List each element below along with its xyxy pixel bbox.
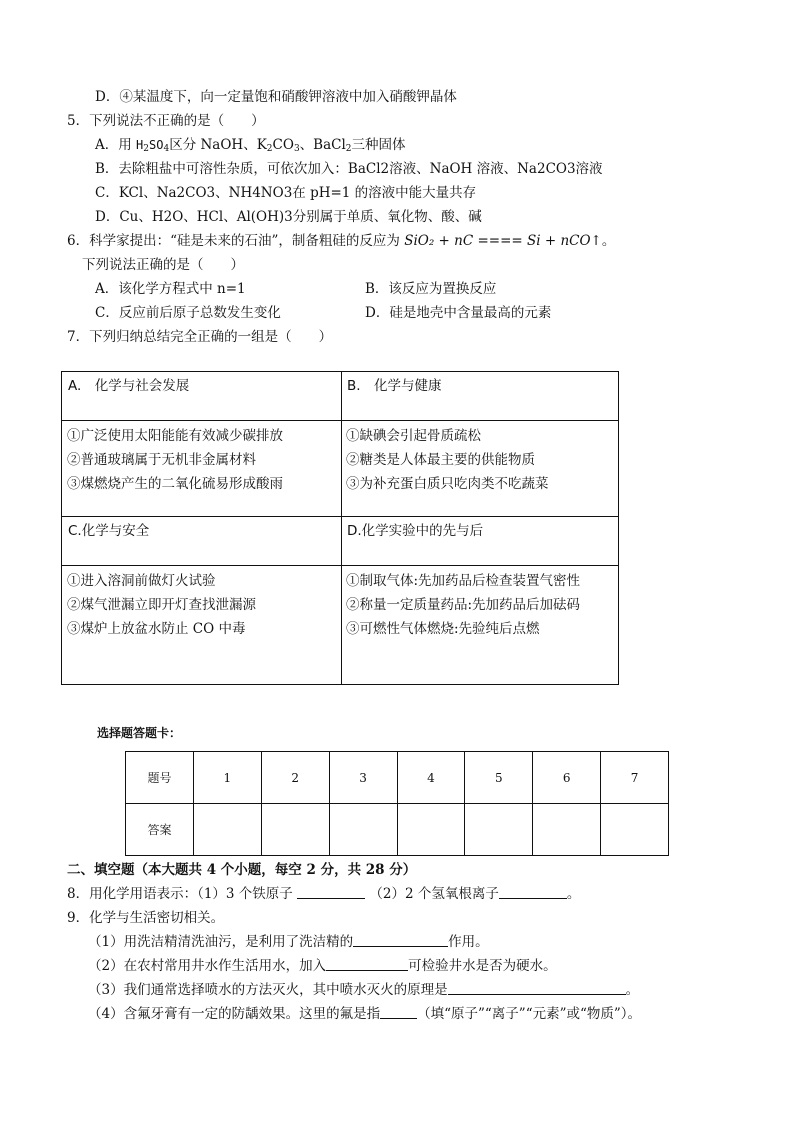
answer-blank[interactable]: [326, 957, 408, 971]
q9-part-3: （3）我们通常选择喷水的方法灭火，其中喷水灭火的原理是 。: [88, 982, 640, 998]
q5-option-b: B．去除粗盐中可溶性杂质，可依次加入：BaCl2溶液、NaOH 溶液、Na2CO3溶液: [95, 161, 603, 177]
group-b-heading: B. 化学与健康: [347, 378, 442, 394]
question-number: 6: [533, 752, 601, 804]
answer-card-table: [125, 751, 669, 856]
q6-option-c: C．反应前后原子总数发生变化: [95, 305, 281, 321]
q9-stem: 9．化学与生活密切相关。: [67, 910, 225, 926]
group-d-item: ②称量一定质量药品:先加药品后加砝码: [346, 597, 581, 613]
group-d-item: ③可燃性气体燃烧:先验纯后点燃: [346, 621, 540, 637]
answer-blank[interactable]: [380, 1005, 417, 1019]
question-number: 3: [329, 752, 397, 804]
group-c-item: ③煤炉上放盆水防止 CO 中毒: [67, 621, 246, 637]
section-2-title: 二、填空题（本大题共 4 个小题，每空 2 分，共 28 分）: [67, 862, 417, 878]
answer-blank[interactable]: [353, 933, 448, 947]
q9-part-4: （4）含氟牙膏有一定的防龋效果。这里的氟是指 （填“原子”“离子”“元素”或“物质”）。: [88, 1006, 642, 1022]
table-row: [126, 804, 669, 856]
answer-cell[interactable]: [329, 804, 397, 856]
table-divider-vertical: [341, 372, 342, 684]
q6-option-b: B．该反应为置换反应: [365, 281, 497, 297]
answer-blank[interactable]: [297, 885, 365, 899]
answer-cell[interactable]: [601, 804, 669, 856]
q5-option-a: A．用 $H_2SO_4$区分 NaOH、$K_2CO_3$、BaCl$_2$三种固体: [95, 137, 406, 154]
question-number: 5: [465, 752, 533, 804]
group-a-item: ②普通玻璃属于无机非金属材料: [67, 452, 256, 468]
q9-part-2: （2）在农村常用井水作生活用水，加入 可检验井水是否为硬水。: [88, 958, 557, 974]
answer-cell[interactable]: [465, 804, 533, 856]
q7-stem: 7．下列归纳总结完全正确的一组是（ ）: [67, 329, 333, 345]
table-divider: [62, 516, 618, 517]
group-a-heading: A. 化学与社会发展: [68, 378, 190, 394]
answer-cell[interactable]: [533, 804, 601, 856]
question-number: 7: [601, 752, 669, 804]
q6-option-d: D．硅是地壳中含量最高的元素: [365, 305, 552, 321]
q4-option-d: D．④某温度下，向一定量饱和硝酸钾溶液中加入硝酸钾晶体: [95, 89, 457, 105]
group-c-item: ②煤气泄漏立即开灯查找泄漏源: [67, 597, 256, 613]
group-d-item: ①制取气体:先加药品后检查装置气密性: [346, 573, 581, 589]
group-c-heading: C.化学与安全: [68, 523, 150, 539]
answer-cell[interactable]: [193, 804, 261, 856]
q7-summary-table: [61, 371, 619, 685]
question-number: 4: [397, 752, 465, 804]
group-a-item: ①广泛使用太阳能能有效减少碳排放: [67, 428, 283, 444]
table-divider: [62, 420, 618, 421]
q6-stem2: 下列说法正确的是（ ）: [82, 257, 244, 273]
answer-cell[interactable]: [261, 804, 329, 856]
answer-blank[interactable]: [448, 981, 626, 995]
q5-option-c: C．KCl、Na2CO3、NH4NO3在 pH=1 的溶液中能大量共存: [95, 185, 477, 201]
group-b-item: ②糖类是人体最主要的供能物质: [346, 452, 535, 468]
q5-stem: 5．下列说法不正确的是（ ）: [67, 113, 265, 129]
group-b-item: ①缺碘会引起骨质疏松: [346, 428, 481, 444]
table-divider: [62, 565, 618, 566]
question-number: 1: [193, 752, 261, 804]
q8: 8．用化学用语表示：（1）3 个铁原子 （2）2 个氢氧根离子 。: [67, 886, 581, 902]
q6-option-a: A．该化学方程式中 n=1: [95, 281, 246, 297]
question-number: 2: [261, 752, 329, 804]
group-d-heading: D.化学实验中的先与后: [347, 523, 484, 539]
group-a-item: ③煤燃烧产生的二氧化硫易形成酸雨: [67, 476, 283, 492]
q9-part-1: （1）用洗洁精清洗油污，是利用了洗洁精的 作用。: [88, 934, 489, 950]
q6-stem: 6．科学家提出：“硅是未来的石油”，制备粗硅的反应为 SiO₂ + nC ==== Si + nCO↑。: [67, 233, 616, 249]
group-b-item: ③为补充蛋白质只吃肉类不吃蔬菜: [346, 476, 549, 492]
answer-blank[interactable]: [499, 885, 567, 899]
table-row: [126, 752, 669, 804]
answer-card-title: 选择题答题卡：: [97, 726, 182, 740]
group-c-item: ①进入溶洞前做灯火试验: [67, 573, 216, 589]
row-label: 题号: [126, 752, 194, 804]
answer-cell[interactable]: [397, 804, 465, 856]
row-label: 答案: [126, 804, 194, 856]
q5-option-d: D．Cu、H2O、HCl、Al(OH)3分别属于单质、氧化物、酸、碱: [95, 209, 482, 225]
q6-equation: SiO₂ + nC ==== Si + nCO↑: [404, 233, 602, 249]
